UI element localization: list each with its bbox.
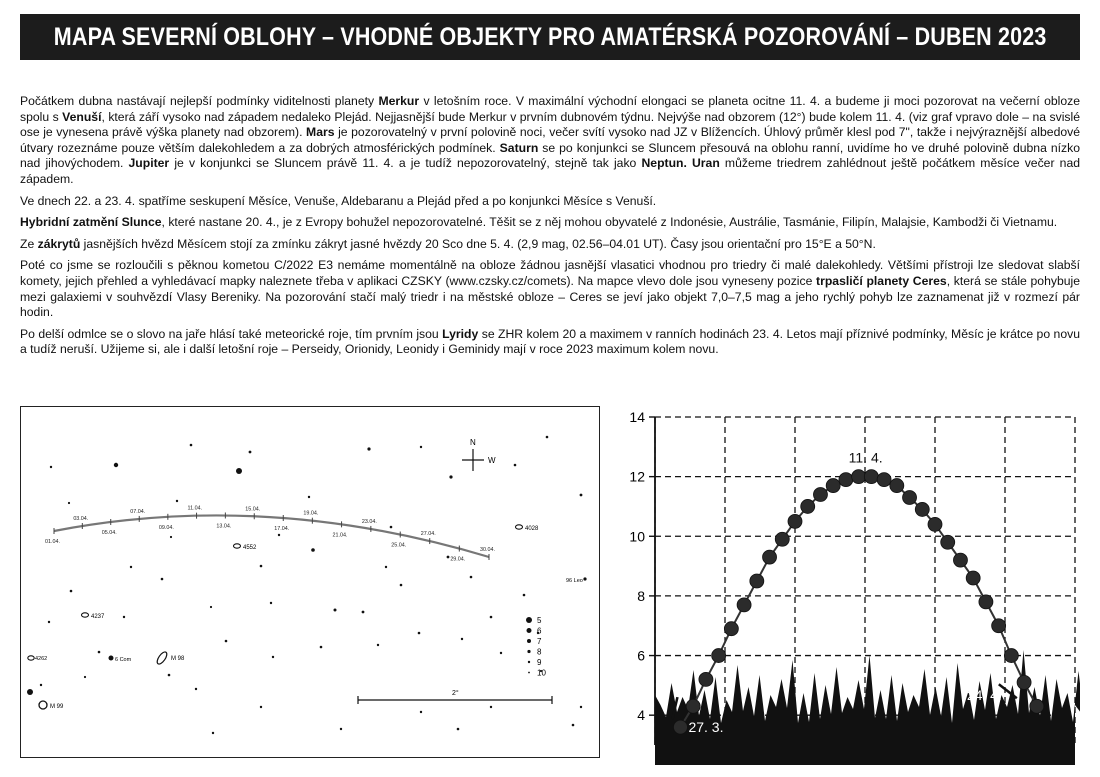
page-title: MAPA SEVERNÍ OBLOHY – VHODNÉ OBJEKTY PRO AMATÉRSKÁ POZOROVÁNÍ – DUBEN 2023 <box>53 22 1047 51</box>
text-run: , která září vysoko nad západem nedaleko Plejád. Nejjasnější bude Merkur v prvním dubnovém týdnu. Nejvýše nad obzorem (12°) bude kolem 11. 4. (viz graf vpravo dole – na svislé ose je vynesena právě výška planety nad obzorem). <box>20 109 1080 140</box>
object-label: M 98 <box>171 656 185 662</box>
magnitude-label: 8 <box>537 647 542 657</box>
data-point <box>737 598 751 612</box>
paragraph <box>20 237 1080 253</box>
object-label: 4262 <box>35 656 48 662</box>
star-map-canvas <box>21 407 598 756</box>
data-point <box>890 479 904 493</box>
ceres-date-label: 09.04. <box>158 524 174 531</box>
bold-term: Neptun. <box>641 156 687 171</box>
text-run: se po konjunkci se Sluncem přesouvá na oblohu ranní, uvidíme ho ve druhé polovině dubna nízko nad jihovýchodem. <box>20 140 1080 171</box>
chart-canvas <box>615 405 1080 765</box>
star-icon <box>27 689 33 695</box>
ceres-date-label: 25.04. <box>391 542 407 549</box>
label-end: 24. 4. <box>966 687 1002 704</box>
annotations <box>672 450 1016 735</box>
bold-term: trpasličí planety Ceres <box>816 273 947 288</box>
galaxy-icon <box>28 656 34 660</box>
magnitude-dot <box>527 650 530 653</box>
object-label: 96 Leo <box>566 578 583 584</box>
magnitude-label: 7 <box>537 637 542 646</box>
data-point <box>1017 675 1031 689</box>
object-label: M 99 <box>50 704 64 710</box>
data-point <box>763 550 777 564</box>
text-run: Ze <box>20 236 38 251</box>
data-point <box>699 672 713 686</box>
ceres-date-label: 13.04. <box>216 523 232 530</box>
paragraph <box>20 215 1080 231</box>
ceres-date-label: 05.04. <box>101 529 117 536</box>
magnitude-label: 9 <box>537 658 542 667</box>
magnitude-dot <box>526 617 532 623</box>
scale-bar <box>358 689 552 704</box>
compass-north: N <box>470 438 476 447</box>
data-point <box>877 473 891 487</box>
data-point <box>1030 699 1044 713</box>
magnitude-dot <box>527 639 531 643</box>
data-point <box>1004 649 1018 663</box>
stars <box>40 436 583 734</box>
magnitude-label: 5 <box>537 616 542 625</box>
ceres-date-label: 29.04. <box>450 556 466 563</box>
object-label: 4552 <box>243 545 257 551</box>
text-run: Poté co jsme se rozloučili s pěknou kometou C/2022 E3 nemáme momentálně na obloze žádnou jasnější vlasatici vhodnou pro triedry či malé dalekohledy. Většími přístroji lze sledovat slabší komety, jejich přehled a vyhledávací mapky naleznete třeba v aplikaci CZSKY (www.czsky.cz/comets). Na mapce vlevo dole jsou vyneseny pozice <box>20 258 1080 288</box>
object-label: 6 Com <box>115 657 132 663</box>
data-point <box>750 574 764 588</box>
data-point <box>915 502 929 516</box>
ceres-date-label: 21.04. <box>332 532 348 539</box>
magnitude-label: 10 <box>537 668 546 678</box>
data-point <box>826 479 840 493</box>
ceres-date-label: 11.04. <box>187 505 203 512</box>
deep-sky-objects <box>27 525 587 710</box>
paragraph <box>20 327 1080 358</box>
bold-term: zákrytů <box>37 236 81 251</box>
data-point <box>686 699 700 713</box>
ceres-date-label: 17.04. <box>274 525 290 532</box>
paragraph <box>20 94 1080 188</box>
star-icon <box>109 656 114 661</box>
star-icon <box>583 577 586 580</box>
ceres-date-labels <box>45 506 495 563</box>
text-run: Počátkem dubna nastávají nejlepší podmínky viditelnosti planety <box>20 94 379 108</box>
galaxy-icon <box>82 613 89 617</box>
galaxy-icon <box>155 650 168 665</box>
magnitude-dot <box>527 628 532 633</box>
bold-term: Uran <box>692 156 720 171</box>
y-tick-label: 14 <box>629 409 645 425</box>
galaxy-icon <box>39 701 47 709</box>
label-start: 27. 3. <box>688 719 724 736</box>
bold-term: Saturn <box>499 140 539 155</box>
text-run: je v konjunkci se Sluncem právě 11. 4. a je tudíž nepozorovatelný, stejně tak jako <box>169 156 642 171</box>
object-label: 4237 <box>91 614 105 620</box>
y-tick-label: 6 <box>637 647 645 664</box>
data-point <box>788 514 802 528</box>
bold-term: Venuší <box>62 109 102 124</box>
ceres-date-label: 19.04. <box>303 510 319 517</box>
data-point <box>928 517 942 531</box>
y-tick-label: 12 <box>629 468 645 485</box>
ceres-star-map <box>20 406 600 758</box>
data-point <box>813 488 827 502</box>
data-point <box>724 622 738 636</box>
compass-west: W <box>488 456 496 465</box>
object-label: 4028 <box>525 526 539 532</box>
text-run: , která se stále pohybuje mezi galaxiemi v souhvězdí Vlasy Bereniky. Na pozorování stačí malý triedr i na městské obloze – Ceres se jeví jako objekt 7,0–7,5 mag a jeho rychlý pohyb lze zaznamenat již v rozmezí pár hodin. <box>20 273 1080 320</box>
text-run: je pozorovatelný v první polovině noci, večer svítí vysoko nad JZ v Blížencích. Úhlový průměr klesl pod 7", takže i nejvýraznější albedové útvary rozeznáme pouze větším dalekohledem a za dobrých atmosférických podmínek. <box>20 125 1080 155</box>
y-tick-label: 4 <box>637 707 645 724</box>
magnitude-label: 6 <box>537 626 542 636</box>
text-run: se ZHR kolem 20 a maximem v ranních hodinách 23. 4. Letos mají příznivé podmínky, Měsíc je krátce po novu a tudíž neruší. Užijeme si, ale i další letošní roje – Perseidy, Orionidy, Leonidy i Geminidy mají v roce 2023 maximum kolem novu. <box>20 326 1080 357</box>
mercury-altitude-chart <box>615 405 1080 765</box>
bold-term: Hybridní zatmění Slunce <box>20 215 162 230</box>
data-point <box>941 535 955 549</box>
data-point <box>953 553 967 567</box>
ceres-date-label: 03.04. <box>73 516 89 523</box>
data-point <box>839 473 853 487</box>
ceres-date-label: 15.04. <box>245 506 261 513</box>
data-point <box>712 649 726 663</box>
compass <box>462 438 496 471</box>
data-point <box>801 499 815 513</box>
text-run: Ve dnech 22. a 23. 4. spatříme seskupení Měsíce, Venuše, Aldebaranu a Plejád před a po konjunkci Měsíce s Venuší. <box>20 193 657 208</box>
ceres-date-label: 27.04. <box>420 531 436 538</box>
data-point <box>852 470 866 484</box>
y-tick-label: 8 <box>637 587 645 604</box>
text-run: v letošním roce. V maximální východní elongaci se planeta ocitne 11. 4. a budeme ji moci pozorovat na večerní obloze spolu s <box>20 94 1080 124</box>
ceres-date-label: 23.04. <box>361 518 377 525</box>
text-run: Po delší odmlce se o slovo na jaře hlásí také meteorické roje, tím prvním jsou <box>20 326 443 341</box>
text-run: , které nastane 20. 4., je z Evropy bohužel nepozorovatelné. Těšit se z něj mohou obyvatelé z Indonésie, Austrálie, Tasmánie, Filipín, Malajsie, Kambodži či Vietnamu. <box>161 215 1058 230</box>
data-point <box>992 619 1006 633</box>
text-run: můžeme triedrem zahlédnout ještě počátkem měsíce večer nad západem. <box>20 156 1080 186</box>
bold-term: Jupiter <box>128 156 170 171</box>
y-tick-label: 10 <box>629 528 645 545</box>
ceres-date-label: 01.04. <box>45 539 60 545</box>
scale-label: 2° <box>452 690 459 697</box>
text-run: jasnějších hvězd Měsícem stojí za zmínku zákryt jasné hvězdy 20 Sco dne 5. 4. (2,9 mag, 02.56–04.01 UT). Časy jsou orientační pro 15°E a 50°N. <box>80 236 876 251</box>
galaxy-icon <box>234 544 241 548</box>
data-point <box>864 470 878 484</box>
bold-term: Lyridy <box>442 326 479 341</box>
data-point <box>979 595 993 609</box>
magnitude-dot <box>528 672 530 674</box>
title-banner <box>20 14 1080 60</box>
article-text <box>20 94 1080 364</box>
data-point <box>775 532 789 546</box>
galaxy-icon <box>516 525 523 529</box>
ceres-date-label: 07.04. <box>130 508 146 515</box>
label-max: 11. 4. <box>848 449 883 466</box>
data-point <box>673 720 687 734</box>
ceres-date-label: 30.04. <box>480 547 495 553</box>
data-point <box>966 571 980 585</box>
magnitude-dot <box>528 661 530 663</box>
paragraph <box>20 258 1080 320</box>
data-point <box>903 491 917 505</box>
y-axis <box>629 409 655 745</box>
paragraph <box>20 194 1080 210</box>
magnitude-legend <box>526 616 546 678</box>
bold-term: Merkur <box>378 94 420 108</box>
bold-term: Mars <box>306 125 335 140</box>
